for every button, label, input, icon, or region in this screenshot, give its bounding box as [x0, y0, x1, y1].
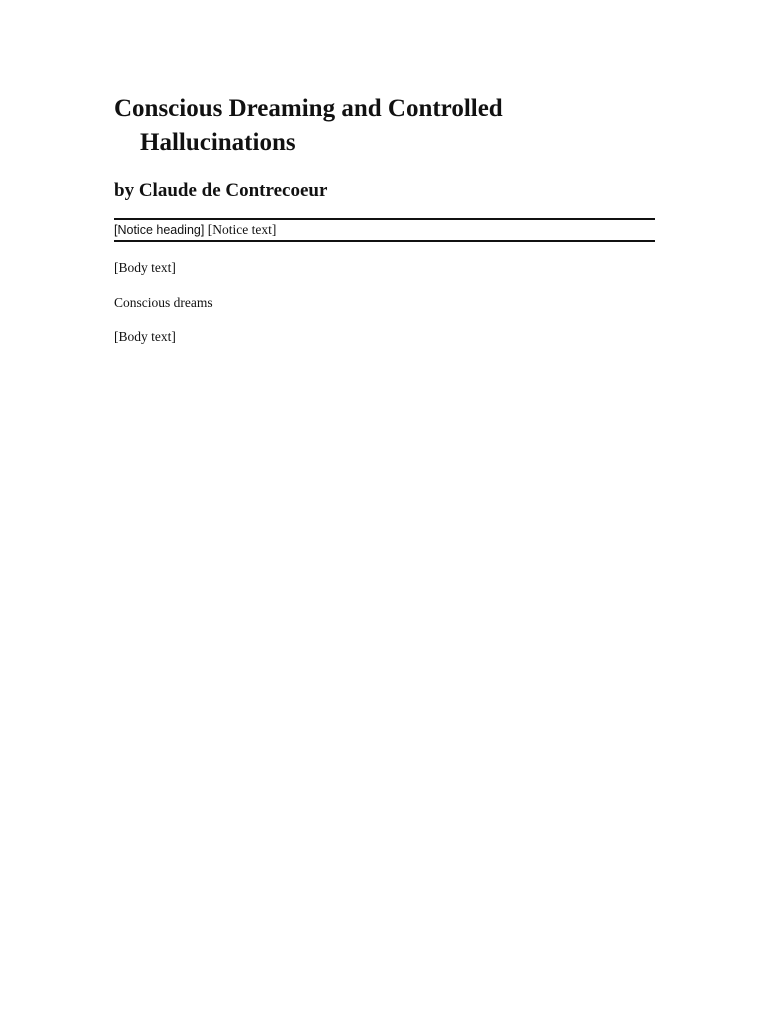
document-page	[114, 92, 655, 346]
section-heading: Conscious dreams	[114, 294, 213, 310]
legal-notice	[114, 218, 655, 242]
document-title: Conscious Dreaming and Controlled Hallucinations	[114, 95, 503, 156]
notice-lead: [Notice heading]	[114, 223, 205, 237]
author-byline: by Claude de Contrecoeur	[114, 180, 328, 201]
section-paragraph: [Body text]	[114, 329, 176, 345]
notice-body: [Notice text]	[207, 222, 277, 237]
dedication-paragraph: [Body text]	[114, 260, 176, 276]
